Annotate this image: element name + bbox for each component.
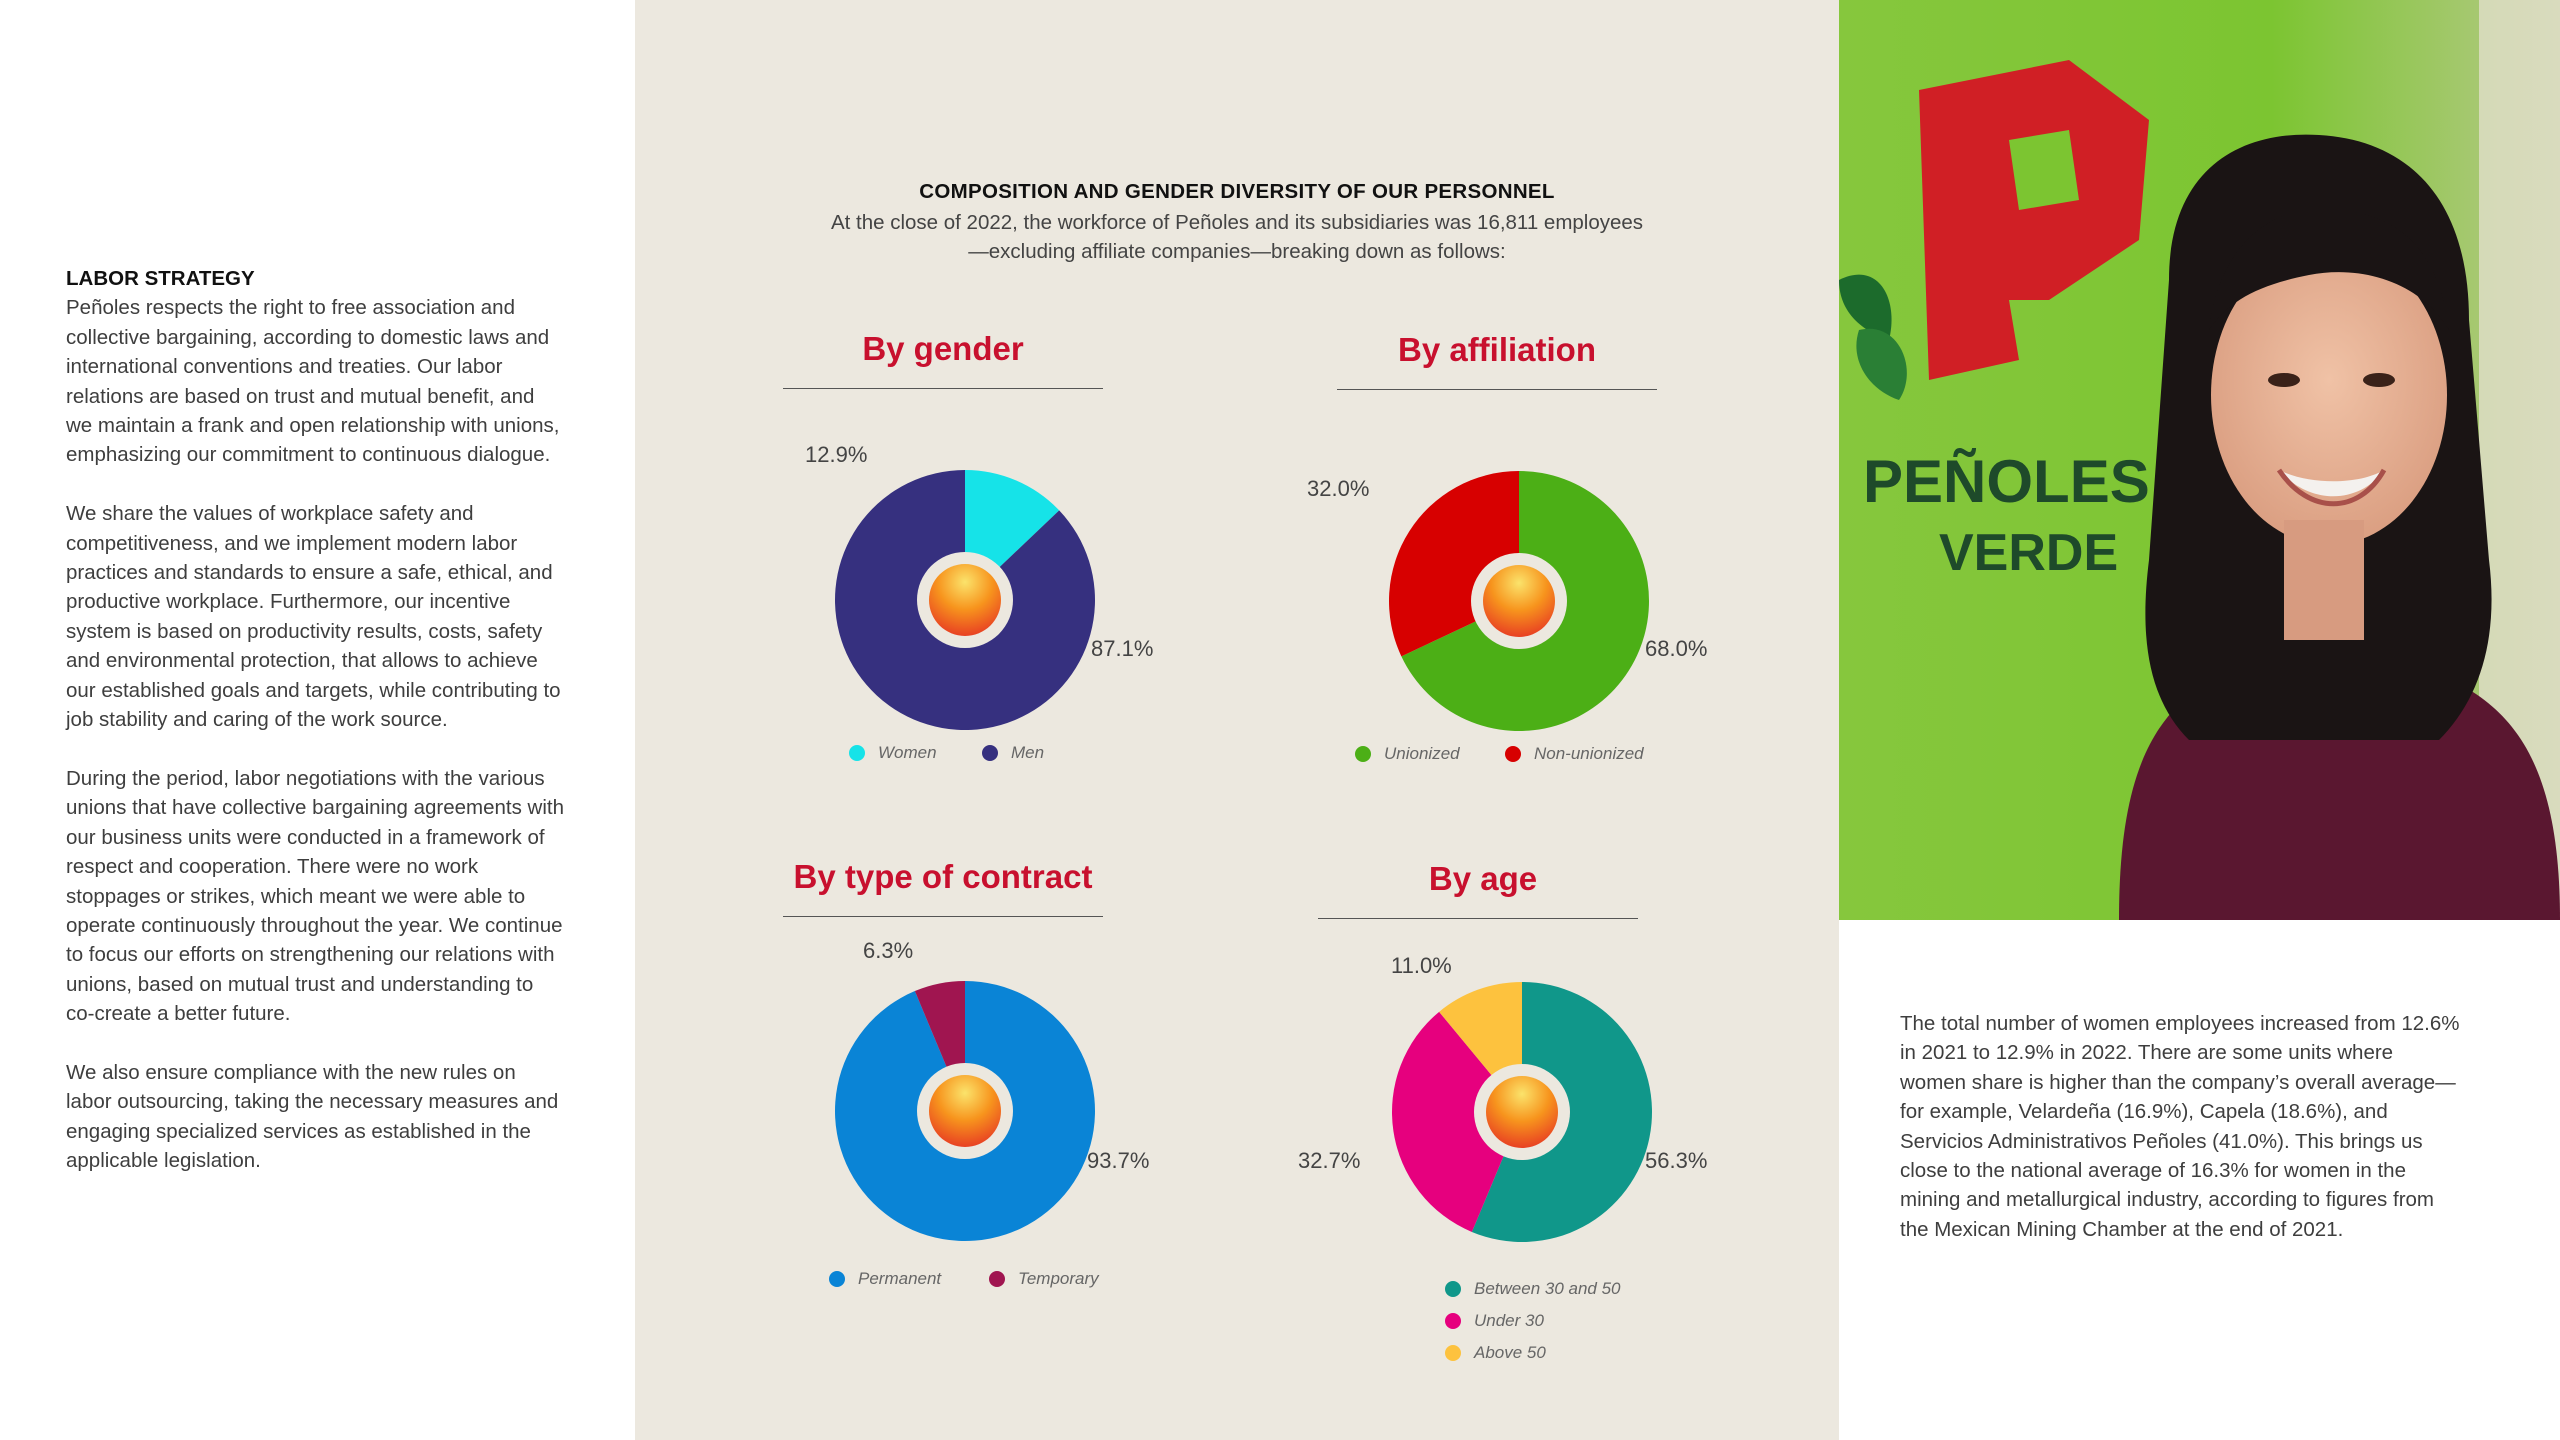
legend-item-permanent [829,1269,941,1289]
legend-label-non-unionized: Non-unionized [1534,744,1644,763]
legend-swatch-permanent [829,1271,845,1287]
contract-pie-chart [815,961,1115,1261]
women-employees-paragraph: The total number of women employees increased from 12.6% in 2021 to 12.9% in 2022. There are some units where women share is higher than the company’s overall average—for example, Velardeña (16.9%), Capela (18.6%), and Servicios Administrativos Peñoles (41.0%). This brings us close to the national average of 16.3% for women in the mining and metallurgical industry, according to figures from the Mexican Mining Chamber at the end of 2021. [1900,1012,2460,1241]
composition-intro [785,208,1689,266]
age-label-under-30: 32.7% [1298,1148,1361,1173]
age-label-above-50: 11.0% [1391,953,1452,978]
legend-item-women [849,743,937,763]
gender-label-women: 12.9% [805,442,868,467]
composition-intro-line-2: —excluding affiliate companies—breaking down as follows: [968,240,1506,263]
labor-strategy-section [66,264,566,1205]
legend-item-temporary [989,1269,1099,1289]
contract-title-underline [783,916,1103,917]
gender-chart-title: By gender [862,330,1024,367]
pie-center-core [929,1075,1001,1147]
pie-center-core [1486,1076,1558,1148]
photo-illustration [1839,0,2560,920]
legend-label-temporary: Temporary [1018,1269,1099,1288]
legend-swatch-temporary [989,1271,1005,1287]
labor-strategy-paragraph-1: Peñoles respects the right to free association and collective bargaining, according to domestic laws and international conventions and treaties. Our labor relations are based on trust and mutual benefit, and we maintain a frank and open relationship with unions, emphasizing our commitment to continuous dialogue. [66,296,560,467]
legend-label-unionized: Unionized [1384,744,1460,763]
affiliation-label-non-unionized: 32.0% [1307,476,1370,501]
legend-label-between-30-and-50: Between 30 and 50 [1474,1279,1621,1298]
legend-swatch-unionized [1355,746,1371,762]
gender-title-underline [783,388,1103,389]
affiliation-pie-chart [1369,451,1669,751]
labor-strategy-paragraph-3: During the period, labor negotiations with the various unions that have collective bargaining agreements with our business units were conducted in a framework of respect and cooperation. There were no work stoppages or strikes, which meant we were able to operate continuously throughout the year. We continue to focus our efforts on strengthening our relations with unions, based on mutual trust and understanding to co-create a better future. [66,766,564,1026]
pie-center-core [929,564,1001,636]
legend-swatch-between-30-and-50 [1445,1281,1461,1297]
contract-chart-title: By type of contract [793,858,1093,895]
legend-swatch-above-50 [1445,1345,1461,1361]
legend-label-men: Men [1011,743,1045,762]
legend-item-above-50 [1445,1343,1546,1363]
legend-label-permanent: Permanent [858,1269,942,1288]
legend-swatch-women [849,745,865,761]
affiliation-chart-title: By affiliation [1397,331,1597,368]
affiliation-title-underline [1337,389,1657,390]
legend-item-unionized [1355,744,1460,764]
legend-label-under-30: Under 30 [1474,1311,1544,1330]
labor-strategy-heading: LABOR STRATEGY [66,267,255,290]
labor-strategy-paragraph-4: We also ensure compliance with the new rules on labor outsourcing, taking the necessary measures and engaging specialized services as established in the applicable legislation. [66,1060,559,1173]
affiliation-label-unionized: 68.0% [1645,636,1708,661]
legend-swatch-non-unionized [1505,746,1521,762]
legend-label-women: Women [878,743,937,762]
legend-item-non-unionized [1505,744,1644,764]
legend-swatch-under-30 [1445,1313,1461,1329]
sign-text-verde: VERDE [1939,524,2119,582]
age-label-between-30-50: 56.3% [1645,1148,1708,1173]
age-chart-title: By age [1428,860,1538,897]
composition-title: COMPOSITION AND GENDER DIVERSITY OF OUR PERSONNEL [919,180,1555,203]
pie-center-core [1483,565,1555,637]
contract-label-temporary: 6.3% [863,938,914,963]
women-employees-note [1900,1009,2460,1244]
legend-label-above-50: Above 50 [1474,1343,1546,1362]
legend-item-under-30 [1445,1311,1544,1331]
legend-item-men [982,743,1044,763]
sign-text-penoles: PEÑOLES [1863,448,2150,515]
contract-label-permanent: 93.7% [1087,1148,1150,1173]
composition-panel [635,0,1839,1440]
composition-intro-line-1: At the close of 2022, the workforce of Peñoles and its subsidiaries was 16,811 employees [830,211,1644,234]
gender-pie-chart [815,450,1115,750]
legend-item-between-30-and-50 [1445,1279,1621,1299]
age-pie-chart [1372,962,1672,1262]
gender-label-men: 87.1% [1091,636,1154,661]
legend-swatch-men [982,745,998,761]
labor-strategy-paragraph-2: We share the values of workplace safety and competitiveness, and we implement modern labor practices and standards to ensure a safe, ethical, and productive workplace. Furthermore, our incentive system is based on productivity results, costs, safety and environmental protection, that allows to achieve our established goals and targets, while contributing to job stability and caring of the work source. [66,502,561,732]
age-title-underline [1318,918,1638,919]
employee-photo [1839,0,2560,920]
